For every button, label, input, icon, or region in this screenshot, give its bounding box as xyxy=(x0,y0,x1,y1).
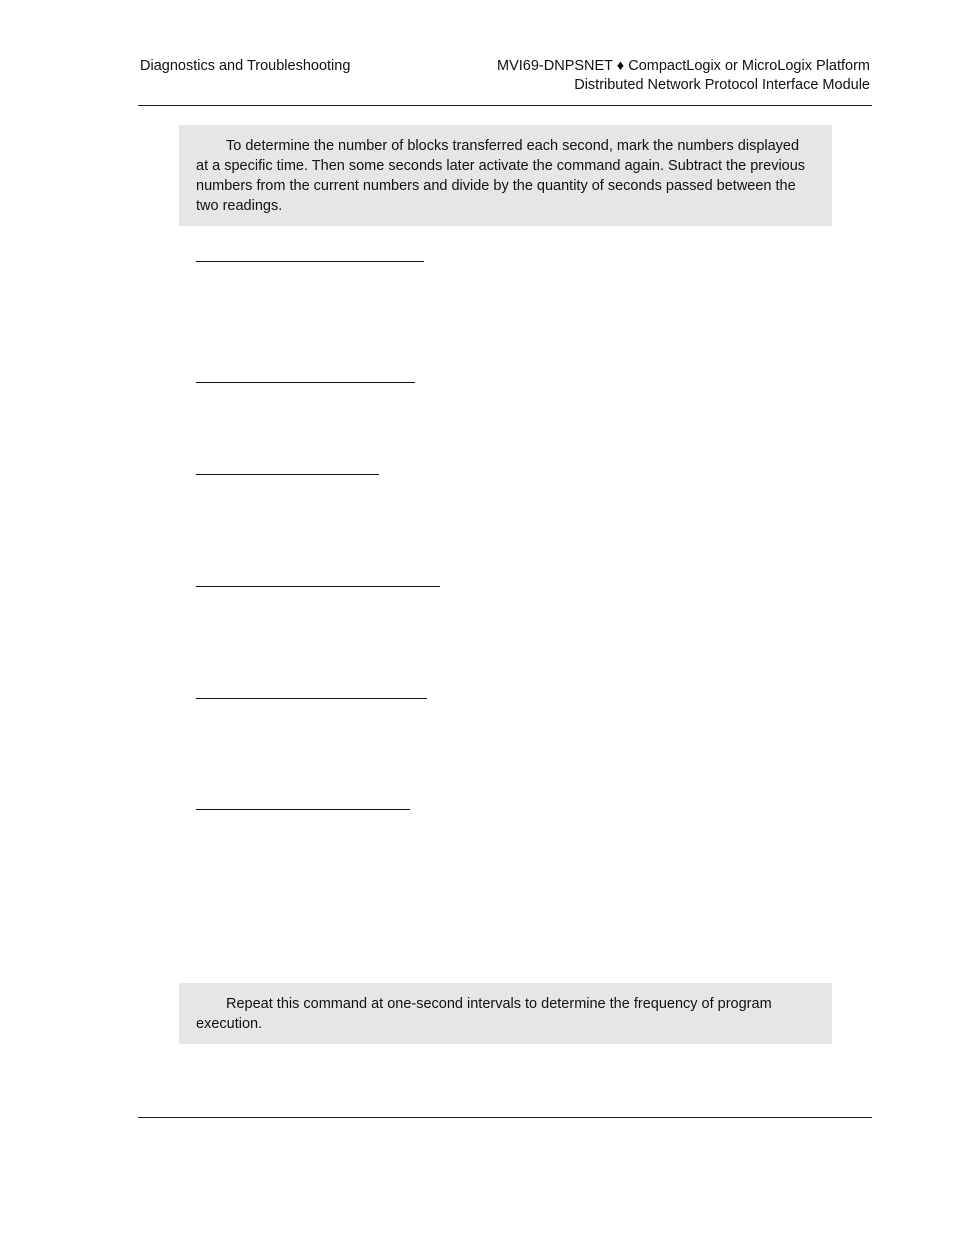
header-product-title xyxy=(350,57,870,95)
heading-underline-6 xyxy=(196,809,410,810)
heading-underline-3 xyxy=(196,474,379,475)
footer-divider xyxy=(138,1117,872,1118)
header-product-line-2: Distributed Network Protocol Interface Module xyxy=(574,77,870,93)
header-section-title: Diagnostics and Troubleshooting xyxy=(140,58,351,74)
heading-underline-5 xyxy=(196,698,427,699)
heading-underline-2 xyxy=(196,382,415,383)
note-text: To determine the number of blocks transferred each second, mark the numbers displayed at a specific time. Then some seconds later activate the command again. Subtract the previous numbers from the current numbers and divide by the quantity of seconds passed between the two readings. xyxy=(196,138,806,214)
note-box-program-execution xyxy=(179,983,832,1044)
header-product-line-1: MVI69-DNPSNET ♦ CompactLogix or MicroLogix Platform xyxy=(497,58,870,74)
heading-underline-4 xyxy=(196,586,440,587)
note-text: Repeat this command at one-second intervals to determine the frequency of program execution. xyxy=(196,996,772,1032)
header-divider xyxy=(138,105,872,106)
note-box-blocks-transferred xyxy=(179,125,832,226)
heading-underline-1 xyxy=(196,261,424,262)
